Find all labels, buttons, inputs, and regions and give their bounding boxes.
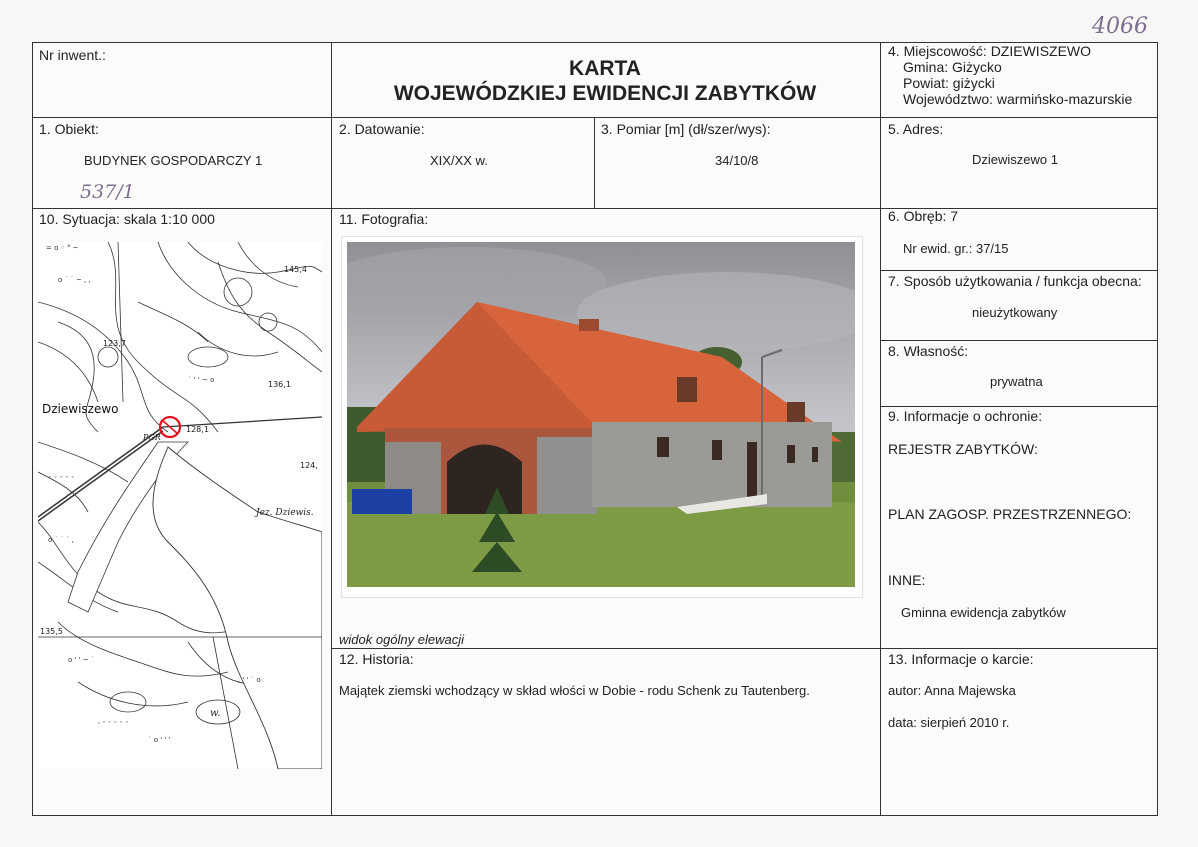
history-label: 12. Historia: <box>339 651 414 667</box>
plan-label: PLAN ZAGOSP. PRZESTRZENNEGO: <box>888 506 1132 522</box>
history-text: Majątek ziemski wchodzący w skład włości w Dobie - rodu Schenk zu Tautenberg. <box>339 683 810 698</box>
map-height-label: 136,1 <box>268 380 291 389</box>
svg-text:o ˙ ˙ ˙ ,: o ˙ ˙ ˙ , <box>48 536 74 544</box>
svg-text:, ' ' ˙ o: , ' ' ˙ o <box>238 676 261 684</box>
ownership-label: 8. Własność: <box>888 343 969 359</box>
svg-text:= o ◦ ° ~: = o ◦ ° ~ <box>46 244 79 252</box>
object-handwritten-note: 537/1 <box>80 181 135 203</box>
protection-label: 9. Informacje o ochronie: <box>888 408 1043 424</box>
map-village-label: Dziewiszewo <box>42 402 119 416</box>
card-author: autor: Anna Majewska <box>888 683 1016 698</box>
card-info-label: 13. Informacje o karcie: <box>888 651 1034 667</box>
card-title: KARTA <box>569 57 641 80</box>
svg-text:˙ o ' ' ': ˙ o ' ' ' <box>148 736 171 744</box>
map-lake-label: Jez. Dziewis. <box>256 508 314 518</box>
map-height-label: 145,4 <box>284 265 307 274</box>
divider <box>880 406 1158 407</box>
divider <box>331 42 332 816</box>
card-date: data: sierpień 2010 r. <box>888 715 1010 730</box>
measure-value: 34/10/8 <box>715 153 759 168</box>
object-value: BUDYNEK GOSPODARCZY 1 <box>84 153 263 168</box>
nr-ewid: Nr ewid. gr.: 37/15 <box>903 241 1009 256</box>
other-value: Gminna ewidencja zabytków <box>901 605 1066 620</box>
address-label: 5. Adres: <box>888 121 944 137</box>
measure-label: 3. Pomiar [m] (dł/szer/wys): <box>601 121 771 137</box>
map-pgr-label: PGR <box>143 433 161 442</box>
map-height-label: 123,7 <box>103 339 126 348</box>
ownership-value: prywatna <box>990 374 1043 389</box>
divider <box>594 117 595 208</box>
card-subtitle: WOJEWÓDZKIEJ EWIDENCJI ZABYTKÓW <box>393 82 817 105</box>
building-photo <box>347 242 855 587</box>
photo-caption: widok ogólny elewacji <box>339 632 465 647</box>
divider <box>32 117 1158 118</box>
handwritten-number: 4066 <box>1092 14 1148 39</box>
divider <box>331 648 1158 649</box>
svg-text:˙ ' ' ~ o: ˙ ' ' ~ o <box>188 376 215 384</box>
svg-text:o ˙ ˙ ~ , ,: o ˙ ˙ ~ , , <box>58 276 91 284</box>
object-label: 1. Obiekt: <box>39 121 99 137</box>
situation-map <box>38 242 322 769</box>
dating-value: XIX/XX w. <box>430 153 488 168</box>
usage-label: 7. Sposób użytkowania / funkcja obecna: <box>888 273 1142 289</box>
wojewodztwo: Województwo: warmińsko-mazurskie <box>903 91 1133 107</box>
divider <box>880 270 1158 271</box>
registry-label: REJESTR ZABYTKÓW: <box>888 441 1038 457</box>
map-height-label: 135,5 <box>40 627 63 636</box>
dating-label: 2. Datowanie: <box>339 121 425 137</box>
address-value: Dziewiszewo 1 <box>972 152 1058 167</box>
photo-label: 11. Fotografia: <box>339 211 429 227</box>
svg-text:o ' ' ~ ˙: o ' ' ~ ˙ <box>68 656 95 664</box>
divider <box>880 42 881 816</box>
gmina: Gmina: Giżycko <box>903 59 1002 75</box>
powiat: Powiat: giżycki <box>903 75 995 91</box>
location-label: 4. Miejscowość: DZIEWISZEWO <box>888 43 1092 59</box>
inventory-label: Nr inwent.: <box>39 47 106 63</box>
divider <box>880 340 1158 341</box>
map-w-label: w. <box>210 708 221 719</box>
divider <box>32 208 1158 209</box>
obreb-label: 6. Obręb: 7 <box>888 208 959 224</box>
other-label: INNE: <box>888 572 926 588</box>
svg-text:' ˇ ˇ ˇ ˇ ˇ: ' ˇ ˇ ˇ ˇ ˇ <box>98 721 129 729</box>
map-height-label: 128,1 <box>186 425 209 434</box>
svg-text:ˇ ˇ ˇ ˇ ˇ: ˇ ˇ ˇ ˇ ˇ <box>48 476 75 484</box>
situation-label: 10. Sytuacja: skala 1:10 000 <box>39 211 215 227</box>
map-height-label: 124, <box>300 461 318 470</box>
usage-value: nieużytkowany <box>972 305 1058 320</box>
